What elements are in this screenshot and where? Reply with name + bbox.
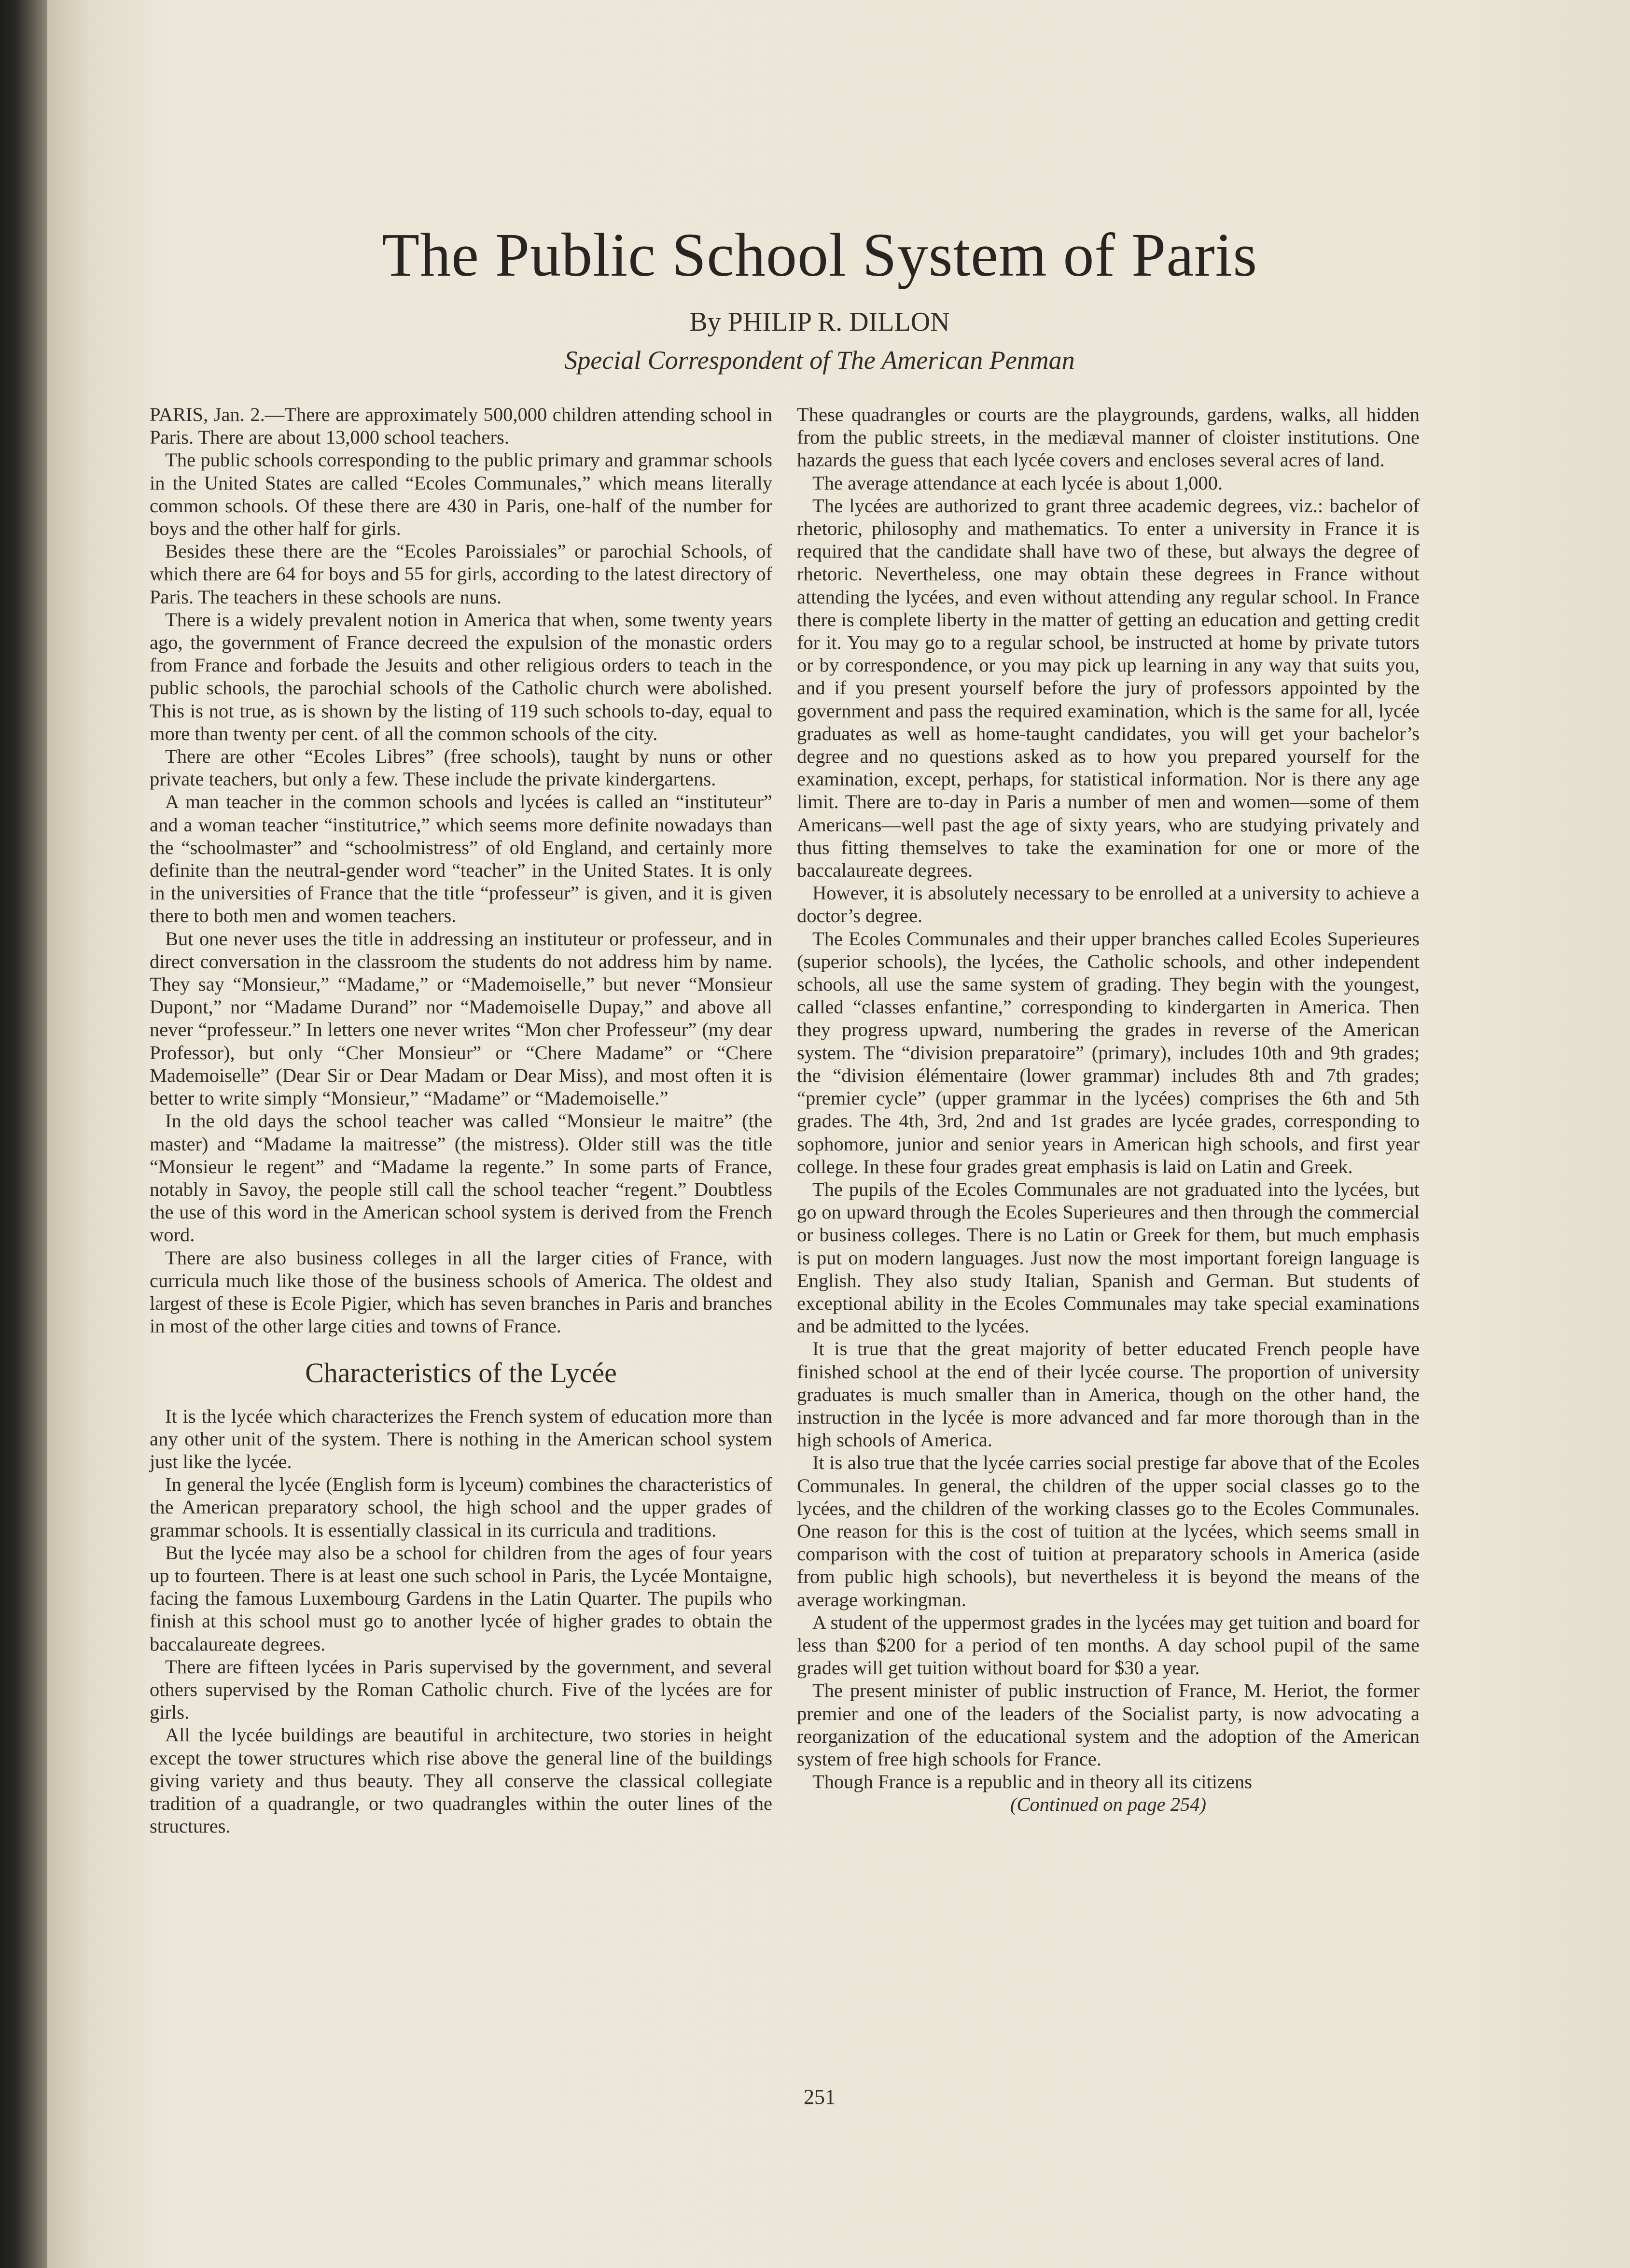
- section-subheading: Characteristics of the Lycée: [305, 1357, 617, 1389]
- paragraph: These quadrangles or courts are the playgrounds, gardens, walks, all hidden from the public streets, in the mediæval manner of cloister institutions. One hazards the guess that each lycée covers and encloses several acres of land.: [797, 404, 1420, 471]
- right-column: [797, 403, 1420, 1816]
- paragraph: The lycées are authorized to grant three academic degrees, viz.: bachelor of rhetoric, philosophy and mathematics. To enter a university in France it is required that the candidate shall have two of these, but always the degree of rhetoric. Nevertheless, one may obtain these degrees in France without attending the lycées, and even without attending any regular school. In France there is complete liberty in the matter of getting an education and getting credit for it. You may go to a regular school, be instructed at home by private tutors or by correspondence, or you may pick up learning in any way that suits you, and if you present yourself before the jury of professors appointed by the government and pass the required examination, which is the same for all, lycée graduates as well as home-taught candidates, you will get your bachelor’s degree and no questions asked as to how you prepared yourself for the examination, except, perhaps, for statistical information. Nor is there any age limit. There are to-day in Paris a number of men and women—some of them Americans—well past the age of sixty years, who are studying privately and thus fitting themselves to take the examination for one or more of the baccalaureate degrees.: [797, 494, 1420, 882]
- paragraph: The public schools corresponding to the public primary and grammar schools in the United States are called “Ecoles Communales,” which means literally common schools. Of these there are 430 in Paris, one-half of the number for boys and the other half for girls.: [150, 449, 772, 540]
- paragraph: It is also true that the lycée carries social prestige far above that of the Ecoles Communales. In general, the children of the upper social classes go to the lycées, and the children of the working classes go to the Ecoles Communales. One reason for this is the cost of tuition at the lycées, which seems small in comparison with the cost of tuition at preparatory schools in America (aside from public high schools), but nevertheless it is beyond the means of the average workingman.: [797, 1452, 1420, 1610]
- book-spine-shadow: [0, 0, 47, 2268]
- paragraph: Though France is a republic and in theory all its citizens: [812, 1771, 1252, 1793]
- left-column: [150, 403, 772, 1837]
- article-byline-role: Special Correspondent of The American Penman: [564, 346, 1075, 375]
- paragraph: A man teacher in the common schools and lycées is called an “instituteur” and a woman teacher “institutrice,” which seems more definite nowadays than the “schoolmaster” and “schoolmistress” of old England, and certainly more definite than the neutral-gender word “teacher” in the United States. It is only in the universities of France that the title “professeur” is given, and it is given there to both men and women teachers.: [150, 791, 772, 927]
- paragraph: It is the lycée which characterizes the French system of education more than any other unit of the system. There is nothing in the American school system just like the lycée.: [150, 1405, 772, 1472]
- paragraph: But one never uses the title in addressing an instituteur or professeur, and in direct conversation in the classroom the students do not address him by name. They say “Monsieur,” “Madame,” or “Mademoiselle,” but never “Monsieur Dupont,” nor “Madame Durand” nor “Mademoiselle Dupay,” and above all never “professeur.” In letters one never writes “Mon cher Professeur” (my dear Professor), but only “Cher Monsieur” or “Chere Madame” or “Chere Mademoiselle” (Dear Sir or Dear Madam or Dear Miss), and most often it is better to write simply “Monsieur,” “Madame” or “Mademoiselle.”: [150, 927, 772, 1109]
- paragraph: There are also business colleges in all the larger cities of France, with curricula much like those of the business schools of America. The oldest and largest of these is Ecole Pigier, which has seven branches in Paris and branches in most of the other large cities and towns of France.: [150, 1246, 772, 1337]
- paragraph: The average attendance at each lycée is about 1,000.: [812, 472, 1223, 494]
- paragraph: The present minister of public instruction of France, M. Heriot, the former premier and one of the leaders of the Socialist party, is now advocating a reorganization of the educational system and the adoption of the American system of free high schools for France.: [797, 1680, 1420, 1770]
- continued-note: (Continued on page 254): [1010, 1793, 1207, 1816]
- paragraph: The pupils of the Ecoles Communales are not graduated into the lycées, but go on upward through the Ecoles Superieures and then through the commercial or business colleges. There is no Latin or Greek for them, but much emphasis is put on modern languages. Just now the most important foreign language is English. They also study Italian, Spanish and German. But students of exceptional ability in the Ecoles Communales may take special examinations and be admitted to the lycées.: [797, 1178, 1420, 1337]
- paragraph: There is a widely prevalent notion in America that when, some twenty years ago, the government of France decreed the expulsion of the monastic orders from France and forbade the Jesuits and other religious orders to teach in the public schools, the parochial schools of the Catholic church were abolished. This is not true, as is shown by the listing of 119 such schools to-day, equal to more than twenty per cent. of all the common schools of the city.: [150, 608, 772, 744]
- paragraph: There are fifteen lycées in Paris supervised by the government, and several others supervised by the Roman Catholic church. Five of the lycées are for girls.: [150, 1655, 772, 1723]
- page-number: 251: [804, 2085, 836, 2109]
- paragraph: The Ecoles Communales and their upper branches called Ecoles Superieures (superior schools), the lycées, the Catholic schools, and other independent schools, all use the same system of grading. They begin with the youngest, called “classes enfantine,” corresponding to kindergarten in America. Then they progress upward, numbering the grades in reverse of the American system. The “division preparatoire” (primary), includes 10th and 9th grades; the “division élémentaire (lower grammar) includes 8th and 7th grades; “premier cycle” (upper grammar in the lycées) comprises the 6th and 5th grades. The 4th, 3rd, 2nd and 1st grades are lycée grades, corresponding to sophomore, junior and senior years in American high schools, and first year college. In these four grades great emphasis is laid on Latin and Greek.: [797, 927, 1420, 1177]
- paragraph: A student of the uppermost grades in the lycées may get tuition and board for less than $200 for a period of ten months. A day school pupil of the same grades will get tuition without board for $30 a year.: [797, 1611, 1420, 1679]
- paragraph: It is true that the great majority of better educated French people have finished school at the end of their lycée course. The proportion of university graduates is much smaller than in America, though on the other hand, the instruction in the lycée is more advanced and far more thorough than in the high schools of America.: [797, 1338, 1420, 1451]
- paragraph: In the old days the school teacher was called “Monsieur le maitre” (the master) and “Madame la maitresse” (the mistress). Older still was the title “Monsieur le regent” and “Madame la regente.” In some parts of France, notably in Savoy, the people still call the school teacher “regent.” Doubtless the use of this word in the American school system is derived from the French word.: [150, 1110, 772, 1246]
- paragraph: But the lycée may also be a school for children from the ages of four years up to fourteen. There is at least one such school in Paris, the Lycée Montaigne, facing the famous Luxembourg Gardens in the Latin Quarter. The pupils who finish at this school must go to another lycée of higher grades to obtain the baccalaureate degrees.: [150, 1541, 772, 1655]
- paragraph: However, it is absolutely necessary to be enrolled at a university to achieve a doctor’s degree.: [797, 882, 1420, 927]
- paragraph: PARIS, Jan. 2.—There are approximately 500,000 children attending school in Paris. There are about 13,000 school teachers.: [150, 404, 772, 448]
- magazine-page: [47, 0, 1630, 2268]
- paragraph: Besides these there are the “Ecoles Paroissiales” or parochial Schools, of which there are 64 for boys and 55 for girls, according to the latest directory of Paris. The teachers in these schools are nuns.: [150, 540, 772, 608]
- article-byline: By PHILIP R. DILLON: [689, 307, 950, 337]
- paragraph: In general the lycée (English form is lyceum) combines the characteristics of the American preparatory school, the high school and the upper grades of grammar schools. It is essentially classical in its curricula and traditions.: [150, 1473, 772, 1541]
- paragraph: All the lycée buildings are beautiful in architecture, two stories in height except the tower structures which rise above the general line of the buildings giving variety and thus beauty. They all conserve the classical collegiate tradition of a quadrangle, or two quadrangles within the outer lines of the structures.: [150, 1724, 772, 1837]
- article-title: The Public School System of Paris: [381, 221, 1258, 289]
- paragraph: There are other “Ecoles Libres” (free schools), taught by nuns or other private teachers, but only a few. These include the private kindergartens.: [150, 745, 772, 790]
